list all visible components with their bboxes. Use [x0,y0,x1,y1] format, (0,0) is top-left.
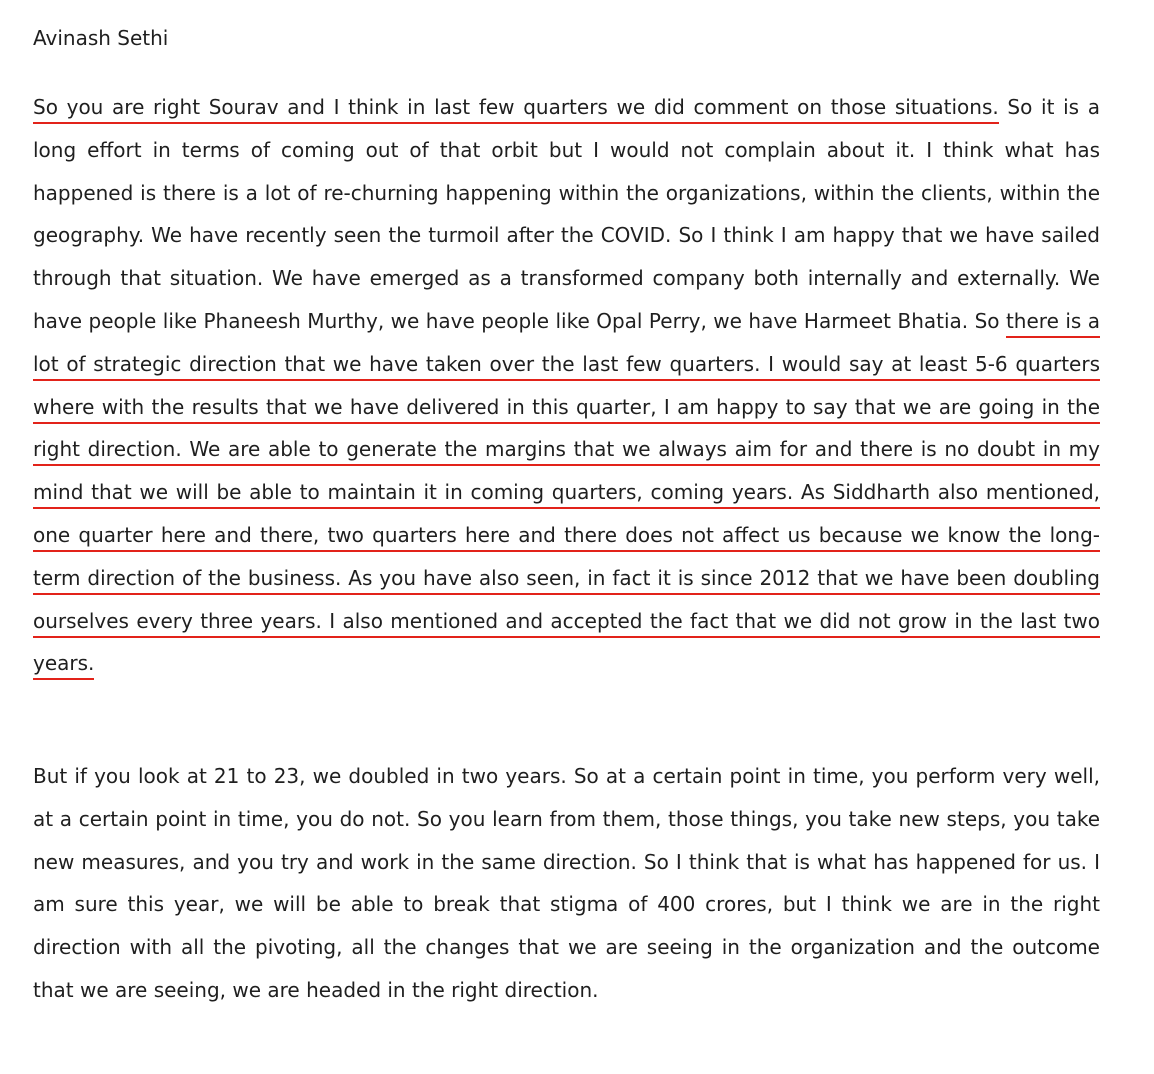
speaker-name: Avinash Sethi [33,26,169,50]
transcript-paragraph-1 [33,86,1100,685]
highlighted-sentence: So you are right Sourav and I think in last few quarters we did comment on those situations. [33,95,999,124]
paragraph-text: So it is a long effort in terms of coming out of that orbit but I would not complain about it. I think what has happened is there is a lot of re-churning happening within the organizations, within the clients, within the geography. We have recently seen the turmoil after the COVID. So I think I am happy that we have sailed through that situation. We have emerged as a transformed company both internally and externally. We have people like Phaneesh Murthy, we have people like Opal Perry, we have Harmeet Bhatia. So [33,95,1100,333]
transcript-paragraph-2: But if you look at 21 to 23, we doubled in two years. So at a certain point in time, you perform very well, at a certain point in time, you do not. So you learn from them, those things, you take new steps, you take new measures, and you try and work in the same direction. So I think that is what has happened for us. I am sure this year, we will be able to break that stigma of 400 crores, but I think we are in the right direction with all the pivoting, all the changes that we are seeing in the organization and the outcome that we are seeing, we are headed in the right direction. [33,764,1100,1002]
highlighted-passage: there is a lot of strategic direction that we have taken over the last few quarters. I would say at least 5-6 quarters where with the results that we have delivered in this quarter, I am happy to say that we are going in the right direction. We are able to generate the margins that we always aim for and there is no doubt in my mind that we will be able to maintain it in coming quarters, coming years. As Siddharth also mentioned, one quarter here and there, two quarters here and there does not affect us because we know the long-term direction of the business. As you have also seen, in fact it is since 2012 that we have been doubling ourselves every three years. I also mentioned and accepted the fact that we did not grow in the last two years. [33,309,1100,680]
